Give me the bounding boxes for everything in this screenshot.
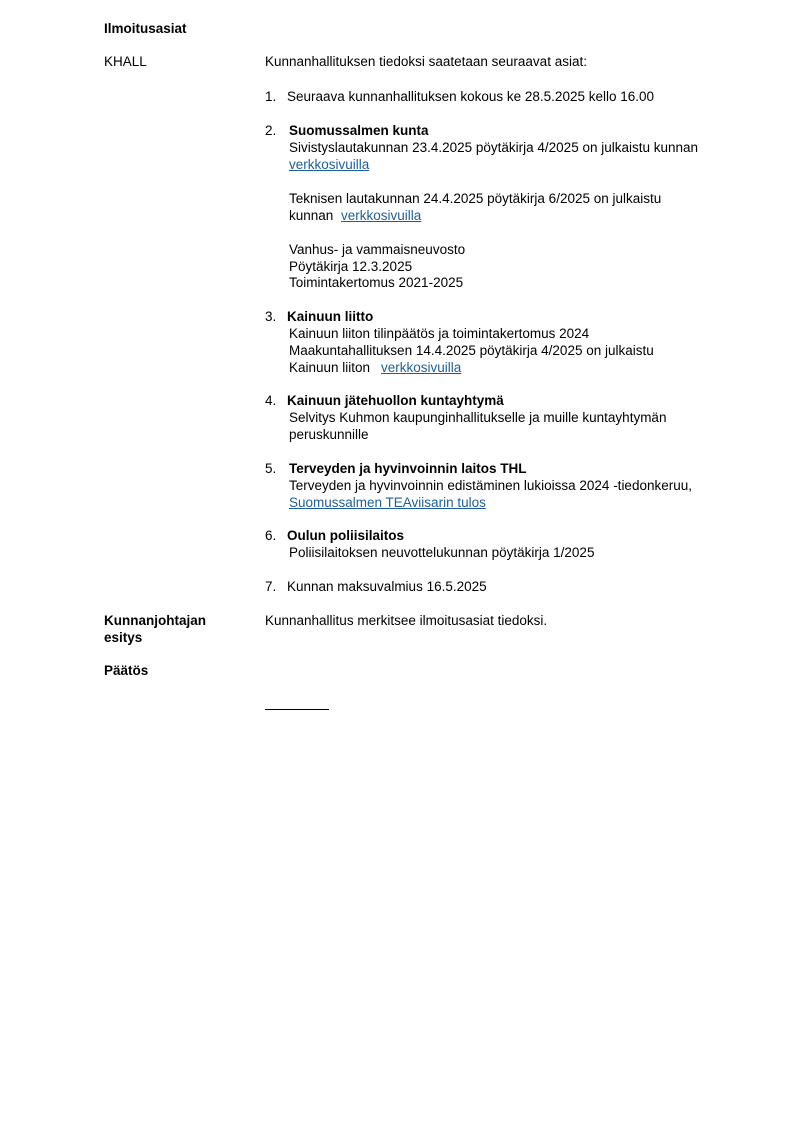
item-line: Vanhus- ja vammaisneuvosto xyxy=(289,242,466,257)
verkkosivuilla-link[interactable]: verkkosivuilla xyxy=(341,208,422,223)
item-line-prefix: Kainuun liiton xyxy=(289,360,371,375)
item-line: peruskunnille xyxy=(289,427,369,442)
item-title: Suomussalmen kunta xyxy=(289,123,429,138)
item-line: Poliisilaitoksen neuvottelukunnan pöytäkirja 1/2025 xyxy=(289,545,595,560)
verkkosivuilla-link[interactable]: verkkosivuilla xyxy=(381,360,462,375)
item-line: Kainuun liiton tilinpäätös ja toimintakertomus 2024 xyxy=(289,326,590,341)
item-title: Kainuun liitto xyxy=(287,309,374,324)
item-line: Terveyden ja hyvinvoinnin edistäminen lukioissa 2024 -tiedonkeruu, xyxy=(289,478,692,493)
item-line-prefix: kunnan xyxy=(289,208,334,223)
item-title: Terveyden ja hyvinvoinnin laitos THL xyxy=(289,461,527,476)
proposal-label-line2: esitys xyxy=(104,630,143,645)
item-number: 4. xyxy=(265,393,277,408)
item-title: Oulun poliisilaitos xyxy=(287,528,405,543)
item-line: Pöytäkirja 12.3.2025 xyxy=(289,259,413,274)
item-text: Seuraava kunnanhallituksen kokous ke 28.5.2025 kello 16.00 xyxy=(287,89,655,104)
item-number: 1. xyxy=(265,89,277,104)
proposal-text: Kunnanhallitus merkitsee ilmoitusasiat tiedoksi. xyxy=(265,613,548,628)
item-number: 2. xyxy=(265,123,277,138)
item-line: Toimintakertomus 2021-2025 xyxy=(289,275,464,290)
teaviisari-link[interactable]: Suomussalmen TEAviisarin tulos xyxy=(289,495,486,510)
verkkosivuilla-link[interactable]: verkkosivuilla xyxy=(289,157,370,172)
proposal-label-line1: Kunnanjohtajan xyxy=(104,613,206,628)
section-title: Ilmoitusasiat xyxy=(104,21,187,36)
item-title: Kainuun jätehuollon kuntayhtymä xyxy=(287,393,504,408)
item-line: Sivistyslautakunnan 23.4.2025 pöytäkirja 4/2025 on julkaistu kunnan xyxy=(289,140,699,155)
item-line: Maakuntahallituksen 14.4.2025 pöytäkirja 4/2025 on julkaistu xyxy=(289,343,654,358)
signature-line xyxy=(265,709,329,710)
body-label-khall: KHALL xyxy=(104,54,147,69)
intro-text: Kunnanhallituksen tiedoksi saatetaan seuraavat asiat: xyxy=(265,54,587,69)
item-text: Kunnan maksuvalmius 16.5.2025 xyxy=(287,579,487,594)
item-number: 3. xyxy=(265,309,277,324)
item-number: 5. xyxy=(265,461,277,476)
item-number: 6. xyxy=(265,528,277,543)
decision-label: Päätös xyxy=(104,663,149,678)
item-number: 7. xyxy=(265,579,277,594)
item-line: Selvitys Kuhmon kaupunginhallitukselle ja muille kuntayhtymän xyxy=(289,410,667,425)
item-line: Teknisen lautakunnan 24.4.2025 pöytäkirja 6/2025 on julkaistu xyxy=(289,191,662,206)
